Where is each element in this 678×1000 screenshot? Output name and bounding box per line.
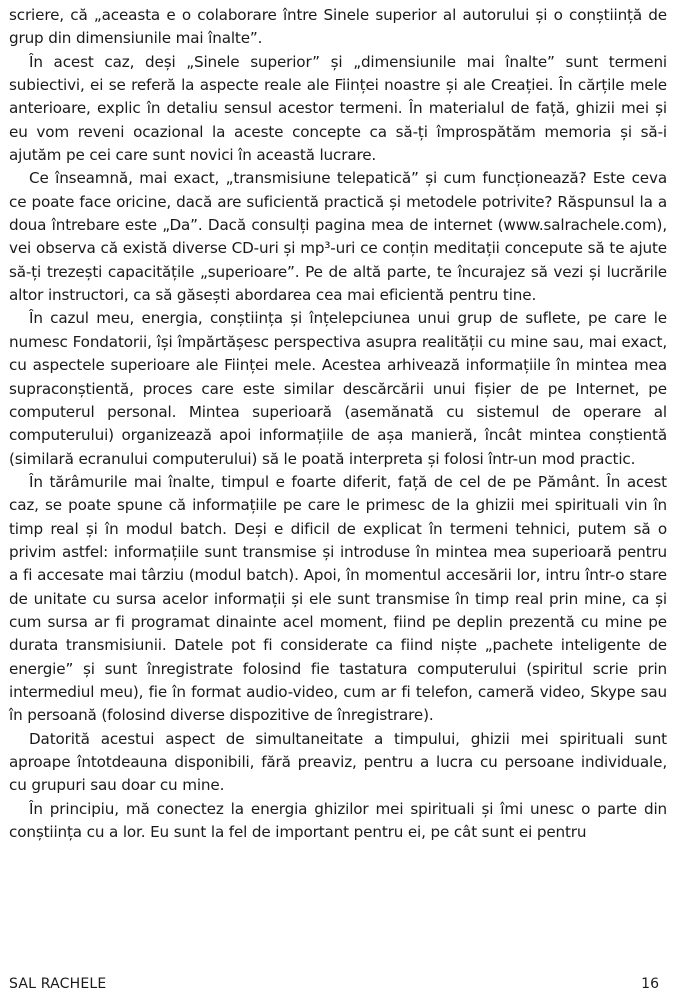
body-text — [9, 4, 667, 844]
page-number: 16 — [641, 976, 659, 992]
paragraph: În tărâmurile mai înalte, timpul e foarte diferit, față de cel de pe Pământ. În acest caz, se poate spune că informațiile pe care le primesc de la ghizii mei spirituali vin în timp real și în modul batch. Deși e dificil de explicat în termeni tehnici, putem să o privim astfel: informațiile sunt transmise și introduse în mintea mea superioară pentru a fi accesate mai târziu (modul batch). Apoi, în momentul accesării lor, intru într-o stare de unitate cu sursa acelor informații și ele sunt transmise în timp real prin mine, ca și cum sursa ar fi programat dinainte acel moment, fiind pe deplin prezentă cu mine pe durata transmisiunii. Datele pot fi considerate ca fiind niște „pachete inteligente de energie” și sunt înregistrate folosind fie tastatura computerului (spiritul scrie prin intermediul meu), fie în format audio-video, cum ar fi telefon, cameră video, Skype sau în persoană (folosind diverse dispozitive de înregistrare). — [9, 472, 667, 725]
paragraph: În principiu, mă conectez la energia ghizilor mei spirituali și îmi unesc o parte din conștiința cu a lor. Eu sunt la fel de important pentru ei, pe cât sunt ei pentru — [9, 799, 667, 842]
paragraph: În cazul meu, energia, conștiința și înțelepciunea unui grup de suflete, pe care le numesc Fondatorii, își împărtășesc perspectiva asupra realității cu mine sau, mai exact, cu aspectele superioare ale Ființei mele. Acestea arhivează informațiile în mintea mea supraconștientă, proces care este similar descărcării unui fișier de pe Internet, pe computerul personal. Mintea superioară (asemănată cu sistemul de operare al computerului) organizează apoi informațiile de așa manieră, încât mintea conștientă (similară ecranului computerului) să le poată interpreta și folosi într-un mod practic. — [9, 309, 667, 468]
page-footer — [9, 973, 667, 995]
paragraph: Ce înseamnă, mai exact, „transmisiune telepatică” și cum funcționează? Este ceva ce poate face oricine, dacă are suficientă practică și metodele potrivite? Răspunsul la a doua întrebare este „Da”. Dacă consulți pagina mea de internet (www.salrachele.com), vei observa că există diverse CD-uri și mp³-uri ce conțin meditații concepute să te ajute să-ți trezești capacitățile „superioare”. Pe de altă parte, te încurajez să vezi și lucrările altor instructori, ca să găsești abordarea cea mai eficientă pentru tine. — [9, 169, 667, 305]
book-page — [9, 0, 667, 1000]
paragraph: În acest caz, deși „Sinele superior” și „dimensiunile mai înalte” sunt termeni subiectivi, ei se referă la aspecte reale ale Ființei noastre și ale Creației. În cărțile mele anterioare, explic în detaliu sensul acestor termeni. În materialul de față, ghizii mei și eu vom reveni ocazional la aceste concepte ca să-ți împrospătăm memoria și să-i ajutăm pe cei care sunt novici în această lucrare. — [9, 52, 667, 165]
running-footer-author: SAL RACHELE — [9, 976, 107, 992]
paragraph-continuation: scriere, că „aceasta e o colaborare între Sinele superior al autorului și o conștiință de grup din dimensiunile mai înalte”. — [9, 6, 667, 48]
paragraph: Datorită acestui aspect de simultaneitate a timpului, ghizii mei spirituali sunt aproape întotdeauna disponibili, fără preaviz, pentru a lucra cu persoane individuale, cu grupuri sau doar cu mine. — [9, 729, 667, 795]
